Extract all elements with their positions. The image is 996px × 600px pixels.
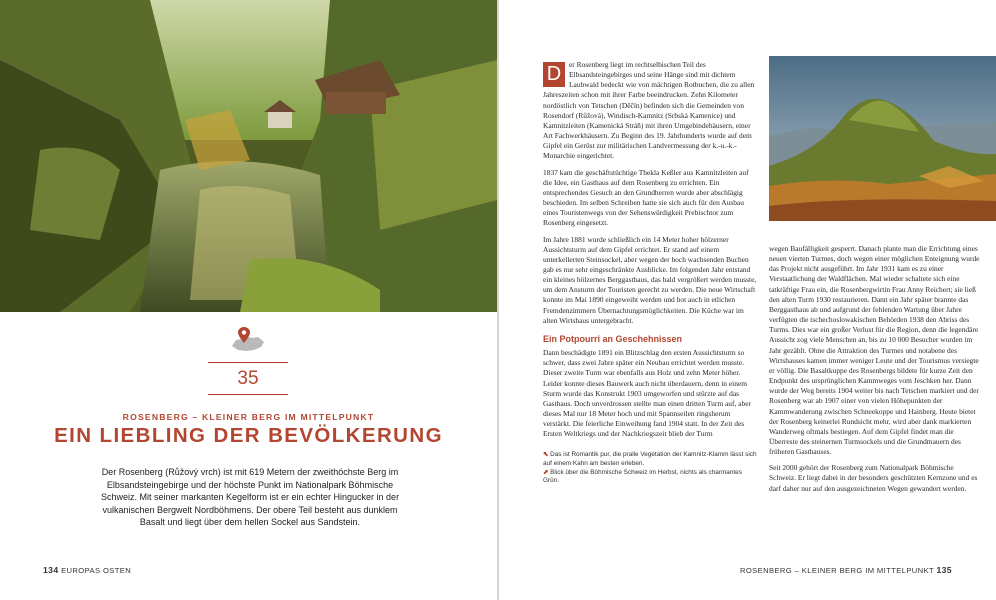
number-rule-top [208,362,288,363]
right-page [499,0,996,600]
caption-1: ⬉ Das ist Romantik pur, die pralle Vegetation der Kamnitz-Klamm lässt sich auf einem Kahn am besten erleben. [543,451,757,468]
intro-text: Der Rosenberg (Růžový vrch) ist mit 619 Metern der zweithöchste Berg im Elbsandsteingebirge und der höchste Punkt im Nationalpark Böhmische Schweiz. Mit seiner markanten Kegelform ist er ein echter Hingucker in der vulkanischen Bergwelt Nordböhmens. Der obere Teil besteht aus dunklem Basalt und liegt über dem hellen Sockel aus Sandstein. [100,467,400,528]
folio-right [740,565,952,575]
folio-left [43,565,131,575]
paragraph-5: wegen Baufälligkeit gesperrt. Danach plante man die Errichtung eines neuen vierten Turmes, doch wegen einer möglichen Enteignung wurde das Projekt nicht ausgeführt. Im Jahr 1931 kam es zu einer Verstaatlichung der Waldflächen. Mal wieder schaltete sich eine tatkräftige Frau ein, die Rosenbergwirtin Frau Anny Reichert; sie ließ den alten Turm 1930 restaurieren. Dann ein Jahr später brannte das Berggasthaus ab und aufgrund der fehlenden Wartung über Jahre verfügten die tschechoslowakischen Behörden 1938 den Abriss des Turms. Dies war ein großer Verlust für die Region, denn die legendäre Aussicht zog viele Menschen an, bis zu 10 000 Besucher wurden im Jahr gezählt. Ohne die Attraktion des Turmes und notabene des Wirtshauses kamen immer weniger Leute und der Tourismus versiegte er völlig. Die Basaltkuppe des Rosenbergs bildete für kurze Zeit den Endpunkt des ursprünglichen Kammweges vom Jeschken her. Dann wurde der Weg bereits 1904 weiter bis nach Tetschen markiert und der Rosenberg war ab 1907 einer von vielen Höhepunkten der Kammwanderung zwischen Schneekoppe und Hainberg. Heute bietet der Rosenberg keinerlei Rundsicht mehr, wird aber dank markierten Wanderweg oftmals bestiegen. Auf dem Gipfel findet man die Überreste des steinernen Turmsockels und die Grundmauern des früheren Gasthauses. [769,244,980,457]
caption-2: ⬈ Blick über die Böhmische Schweiz im Herbst, nichts als charmantes Grün. [543,468,742,485]
arrow-up-left-icon: ⬉ [543,451,549,459]
running-head-left: EUROPAS OSTEN [61,566,132,575]
paragraph-4: Dann beschädigte 1891 ein Blitzschlag den ersten Aussichtsturm so schwer, dass zwei Jahre später ein Neubau errichtet werden musste. Dieser zweite Turm war ebenfalls aus Holz und zehn Meter höher. Leider konnte dieses Bauwerk auch nicht überdauern, denn in einem Sturm wurde das Konstrukt 1903 umgeworfen und stürzte auf das Gasthaus. Doch unverdrossen stellte man einen dritten Turm auf, aber dieses Mal nur 18 Meter hoch und mit Spannseilen ringsherum verstärkt. Die feierliche Einweihung fand 1904 statt. In der Zeit des Ersten Weltkriegs und der Nachkriegszeit blieb der Turm [543,348,751,439]
page-number-left: 134 [43,565,59,575]
forest-gorge-photo [0,0,497,312]
left-page [0,0,497,600]
rosenberg-hill-photo [769,56,996,221]
paragraph-1: er Rosenberg liegt im rechtselbischen Teil des Elbsandsteingebirges und seine Hänge sind mit dichtem Laubwald bedeckt wie von mächtigen Rotbuchen, die zu allen Jahreszeiten schon mit ihrer Farbe beeindrucken. Zehn Kilometer nordöstlich von Tetschen (Děčín) befinden sich die Gemeinden von Rosendorf (Růžová), Windisch-Kamnitz (Srbská Kamenice) und Kamnitzleiten (Kamenická Stráň) mit ihren Umgebindehäusern, einer Art Fachwerkhäusern. Zu Beginn des 19. Jahrhunderts wurde auf dem Gipfel ein Gerüst zur militärischen Landvermessung der k.-u.-k.-Monarchie eingerichtet. [543,60,755,161]
first-paragraph [543,60,757,162]
arrow-up-right-icon: ⬈ [543,468,549,476]
photo-captions [543,451,757,485]
page-number-right: 135 [936,565,952,575]
chapter-number: 35 [237,368,259,389]
chapter-headline: EIN LIEBLING DER BEVÖLKERUNG [54,424,443,447]
drop-cap: D [543,62,565,87]
subheading: Ein Potpourri an Geschehnissen [543,333,683,344]
chapter-kicker: ROSENBERG – KLEINER BERG IM MITTELPUNKT [122,412,375,422]
text-column-2 [769,244,981,500]
number-rule-bottom [208,394,288,395]
paragraph-3: Im Jahre 1881 wurde schließlich ein 14 Meter hoher hölzerner Aussichtsturm auf dem Gipfel errichtet. Er stand auf einem unterkellerten Steinsockel, aber wegen der hoch wachsenden Buchen gab es nur sehr eingeschränkte Ausblicke. Im folgenden Jahr entstand ein kleines hölzernes Berggasthaus, das bald vergrößert werden musste, um dem Ansturm der Touristen gerecht zu werden. Die neue Wirtschaft konnte im Mai 1890 eingeweiht werden und bot auch in etlichen Fremdenzimmern Übernachtungsmöglichkeiten. Die Küche war im alten Wirtshaus untergebracht. [543,234,757,325]
location-pin-icon [237,327,251,343]
paragraph-2: 1837 kam die geschäftstüchtige Thekla Keßler aus Kamnitzleiten auf die Idee, ein Gasthaus auf dem Rosenberg zu errichten. Ein entsprechendes Gesuch an den Grundherren wurde aber abschlägig beschieden. Im selben Schreiben hatte sie sich auch für den Ausbau eines Touristenwegs von der Sehenswürdigkeit Prebischtor zum Rosenberg eingesetzt. [543,167,749,228]
text-column-1 [543,60,757,486]
running-head-right: ROSENBERG – KLEINER BERG IM MITTELPUNKT [739,566,934,575]
paragraph-6: Seit 2000 gehört der Rosenberg zum Nationalpark Böhmische Schweiz. Er liegt dabei in der besonders geschützten Kernzone und es darf daher nur auf den ausgezeichneten Wegen gewandert werden. [769,463,978,493]
